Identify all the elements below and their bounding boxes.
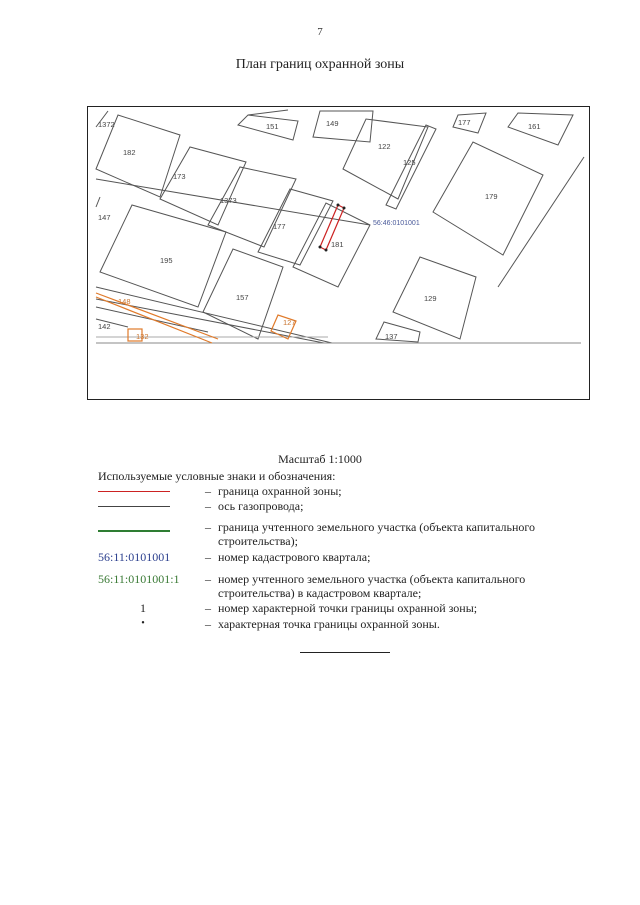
gas-pipeline-axis — [96, 293, 218, 339]
point-symbol: • — [141, 618, 145, 629]
parcel-number-label: 1373 — [220, 196, 237, 205]
parcel-boundary — [376, 322, 420, 342]
legend-dash: – — [205, 601, 211, 615]
parcel-number-label: 148 — [118, 297, 131, 306]
parcel-boundary — [313, 111, 373, 142]
boundary-point — [343, 207, 346, 210]
parcel-code-symbol: 56:11:0101001:1 — [98, 572, 180, 586]
parcel-boundary — [96, 197, 100, 207]
boundary-point — [337, 204, 340, 207]
scale-label: Масштаб 1:1000 — [278, 452, 362, 466]
red-line-symbol — [98, 491, 170, 492]
legend-dash: – — [205, 572, 211, 586]
boundary-point — [325, 249, 328, 252]
legend-dash: – — [205, 550, 211, 564]
parcel-number-label: 137 — [385, 332, 398, 341]
document-title: План границ охранной зоны — [235, 57, 405, 72]
legend-dash: – — [205, 499, 211, 513]
boundary-point — [319, 246, 322, 249]
parcel-number-label: 122 — [378, 142, 391, 151]
end-rule — [300, 652, 390, 653]
legend-desc: номер характерной точки границы охранной зоны; — [218, 601, 478, 615]
parcel-boundary — [208, 167, 296, 247]
parcel-boundary — [248, 110, 288, 115]
legend-dash: – — [205, 617, 211, 631]
legend-desc: номер кадастрового квартала; — [218, 550, 371, 564]
parcel-number-label: 142 — [98, 322, 111, 331]
parcel-labels — [98, 118, 541, 341]
parcel-number-label: 179 — [485, 192, 498, 201]
parcel-number-label: 149 — [326, 119, 339, 128]
map-drawing — [88, 107, 589, 399]
quarter-code-symbol: 56:11:0101001 — [98, 550, 171, 564]
parcel-number-label: 127 — [283, 318, 296, 327]
quarter-number-label: 56:46:0101001 — [373, 220, 420, 227]
parcel-number-label: 173 — [173, 172, 186, 181]
parcel-number-label: 161 — [528, 122, 541, 131]
parcel-boundary — [498, 157, 584, 287]
legend-desc: номер учтенного земельного участка (объекта капитального строительства) в кадастровом квартале; — [218, 572, 526, 600]
green-line-symbol — [98, 530, 170, 532]
parcel-boundary — [258, 189, 333, 265]
page-number: 7 — [317, 26, 323, 38]
legend-desc: граница охранной зоны; — [218, 484, 342, 498]
parcel-number-label: 177 — [458, 118, 471, 127]
parcel-boundary — [160, 147, 246, 225]
parcel-number-label: 147 — [98, 213, 111, 222]
parcel-number-label: 195 — [160, 256, 173, 265]
parcel-number-label: 157 — [236, 293, 249, 302]
legend-desc: граница учтенного земельного участка (объекта капитального строительства); — [218, 520, 536, 548]
gray-line-symbol — [98, 506, 170, 507]
point-number-symbol: 1 — [140, 601, 146, 615]
parcel-number-label: 177 — [273, 222, 286, 231]
parcel-number-label: 182 — [123, 148, 136, 157]
parcel-number-label: 125 — [403, 158, 416, 167]
parcel-number-label: 129 — [424, 294, 437, 303]
legend-dash: – — [205, 484, 211, 498]
boundary-plan-map — [87, 106, 590, 400]
parcel-number-label: 132 — [136, 332, 149, 341]
legend-desc: характерная точка границы охранной зоны. — [218, 617, 440, 631]
legend-title: Используемые условные знаки и обозначения: — [98, 469, 336, 483]
parcel-number-label: 151 — [266, 122, 279, 131]
parcel-number-label: 1372 — [98, 120, 115, 129]
gas-pipeline-axis — [96, 297, 212, 343]
legend-desc: ось газопровода; — [218, 499, 304, 513]
parcel-number-label: 181 — [331, 240, 344, 249]
legend-dash: – — [205, 520, 211, 534]
